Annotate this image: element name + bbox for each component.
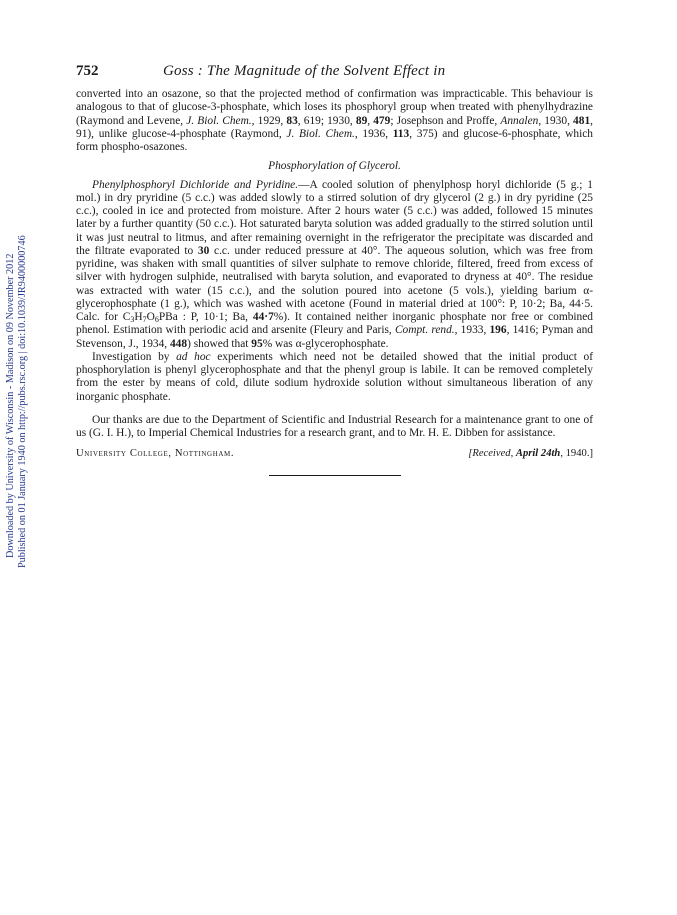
- text-run: Investigation by: [92, 350, 177, 363]
- volume-number: 481: [573, 114, 591, 127]
- running-title: Goss : The Magnitude of the Solvent Effect in: [163, 63, 446, 79]
- acknowledgement-paragraph: Our thanks are due to the Department of Scientific and Industrial Research for a maintenance grant to one of us (G. I. H.), to Imperial Chemical Industries for a research grant, and to Mr. H. E. Dibben for assistance.: [76, 413, 593, 439]
- volume-number: 196: [489, 324, 507, 337]
- download-watermark: [3, 50, 31, 610]
- journal-name: Compt. rend.: [394, 324, 455, 337]
- text-run: PBa : P, 10·1; Ba,: [158, 311, 253, 323]
- formula-element: O: [146, 311, 155, 323]
- text-run: , 1936,: [354, 127, 393, 140]
- text-run: , 1416; Pyman and Stevenson, J., 1934,: [76, 324, 593, 350]
- received-label: [Received,: [468, 448, 516, 460]
- formula-element: H: [134, 311, 143, 323]
- bold-number: 30: [197, 244, 210, 257]
- text-run: c.c. under reduced pressure at 40°. The aqueous solution, which was free from pyridine, was shaken with small quantities of silver sulphate to remove chloride, filtered, freed from excess of silver with hydrogen sulphide, neutralised with baryta solution, and evaporated to dryness at 40°. The residue was extracted with water (15 c.c.), and the solution poured into acetone (5 vols.), yielding barium α-glycerophosphate (1 g.), which was washed with acetone (Found in material dried at 100°: P, 10·2; Ba, 44·5. Calc. for C: [76, 244, 593, 323]
- text-run: , 375) and glucose-6-phosphate, which form phospho-osazones.: [76, 127, 593, 153]
- intro-paragraph: [76, 88, 593, 154]
- text-run: —A cooled solution of phenylphosp horyl dichloride (5 g.; 1 mol.) in dry pryridine (5 c.c.) was added slowly to a stirred solution of dry glycerol (2 g.) in dry pyridine (25 c.c.), cooled in ice and protected from moisture. After 2 hours water (5 c.c.) was added, followed 15 minutes later by a further quantity (50 c.c.). Hot saturated baryta solution was added gradually to the stirred solution until it was just neutral to litmus, and after remaining overnight in the refrigerator the precipitate was discarded and the filtrate evaporated to: [76, 178, 593, 257]
- article-body: [76, 88, 593, 476]
- end-rule: [269, 475, 401, 476]
- text-run: , 1929,: [251, 114, 287, 127]
- section-heading: Phosphorylation of Glycerol.: [268, 160, 401, 173]
- formula-subscript: 6: [154, 315, 159, 324]
- page-number: 752: [76, 63, 99, 79]
- page-header: [76, 63, 596, 83]
- journal-name: J. Biol. Chem.: [186, 114, 252, 127]
- publication-notice[interactable]: Published on 01 January 1940 on http://pubs.rsc.org | doi:10.1039/JR9400000746: [17, 235, 28, 568]
- download-notice[interactable]: Downloaded by University of Wisconsin - Madison on 09 November 2012: [5, 253, 16, 558]
- journal-name: J. Biol. Chem.: [286, 127, 355, 140]
- formula-subscript: 3: [130, 315, 135, 324]
- volume-number: 89: [355, 114, 368, 127]
- preparation-paragraph: [76, 179, 593, 351]
- text-run: experiments which need not be detailed showed that the initial product of phosphorylation is phenyl glycerophosphate and that the phenyl group is labile. It can be removed completely from the ester by means of cold, dilute sodium hydroxide solution without simultaneous liberation of any inorganic phosphate.: [76, 350, 594, 403]
- text-run: converted into an osazone, so that the projected method of confirmation was impracticable. This behaviour is analogous to that of glucose-3-phosphate, which loses its phosphoryl group when treated with phenylhydrazine (Raymond and Levene,: [76, 88, 593, 127]
- text-run: , 91), unlike glucose-4-phosphate (Raymond,: [76, 114, 593, 140]
- formula-subscript: 7: [142, 315, 147, 324]
- article-footer: [76, 447, 593, 460]
- text-run: % was α-glycerophosphate.: [262, 337, 389, 350]
- text-run: , 1933,: [454, 324, 490, 337]
- received-year: , 1940.]: [560, 448, 593, 460]
- text-run: ; Josephson and Proffe,: [390, 114, 501, 127]
- received-date: April 24th: [515, 448, 561, 460]
- text-run: ,: [367, 114, 374, 127]
- text-run: , 619; 1930,: [297, 114, 356, 127]
- spacer: [76, 404, 593, 414]
- volume-number: 448: [169, 337, 188, 350]
- journal-name: Annalen: [500, 114, 539, 127]
- received-note: [468, 447, 593, 460]
- text-run: , 1930,: [538, 114, 574, 127]
- paragraph-heading: Phenylphosphoryl Dichloride and Pyridine.: [92, 178, 299, 191]
- text-run: %). It contained neither inorganic phosphate nor free or combined phenol. Estimation with periodic acid and arsenite (Fleury and Paris,: [76, 311, 594, 337]
- investigation-paragraph: [76, 351, 593, 404]
- bold-number: 95: [251, 337, 263, 350]
- volume-number: 83: [286, 114, 298, 127]
- italic-phrase: ad hoc: [176, 350, 211, 363]
- volume-number: 479: [373, 114, 391, 127]
- text-run: ) showed that: [187, 337, 252, 350]
- affiliation: University College, Nottingham.: [76, 448, 235, 460]
- volume-number: 113: [392, 127, 410, 140]
- bold-number: 44·7: [252, 311, 274, 323]
